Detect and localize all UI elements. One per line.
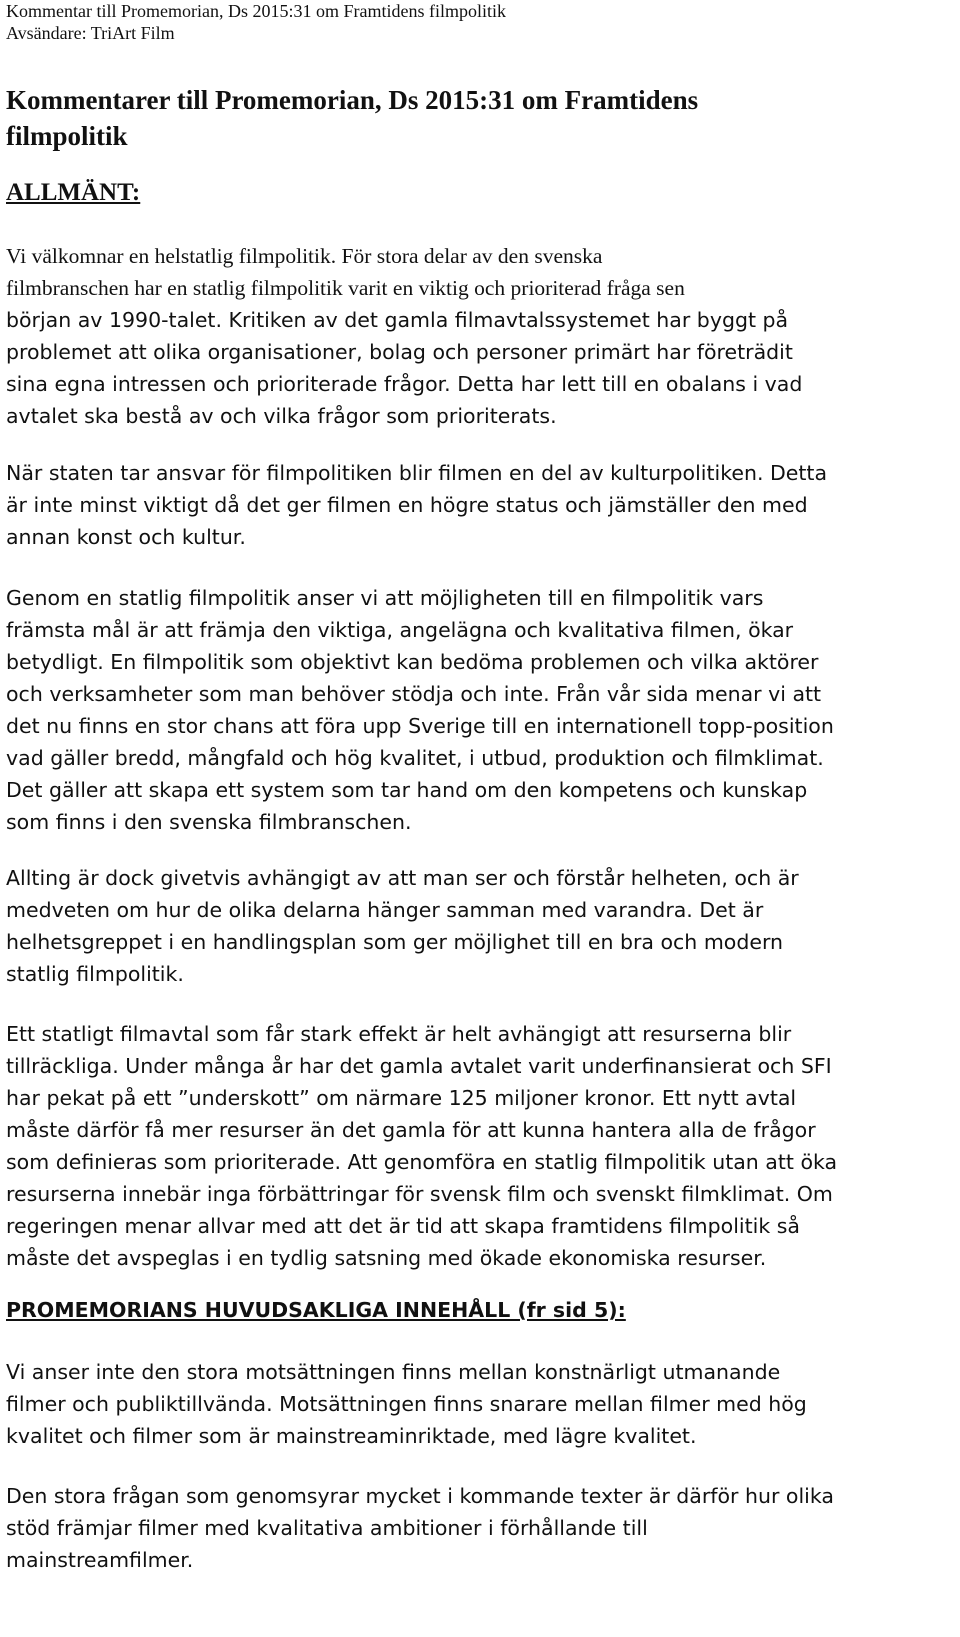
paragraph — [6, 1480, 946, 1576]
paragraph-line: främsta mål är att främja den viktiga, angelägna och kvalitativa filmen, ökar — [6, 618, 794, 642]
document-header-line: Kommentar till Promemorian, Ds 2015:31 om Framtidens filmpolitik — [6, 1, 506, 21]
paragraph-line: tillräckliga. Under många år har det gamla avtalet varit underfinansierat och SFI — [6, 1054, 832, 1078]
paragraph — [6, 1018, 946, 1274]
paragraph-line: Allting är dock givetvis avhängigt av att man ser och förstår helheten, och är — [6, 866, 799, 890]
section-heading-general: ALLMÄNT: — [6, 179, 141, 206]
paragraph-line: kvalitet och filmer som är mainstreaminriktade, med lägre kvalitet. — [6, 1424, 697, 1448]
paragraph-line: har pekat på ett ”underskott” om närmare 125 miljoner kronor. Ett nytt avtal — [6, 1086, 797, 1110]
paragraph-line: annan konst och kultur. — [6, 525, 246, 549]
document-title — [6, 82, 906, 154]
paragraph — [6, 862, 946, 990]
section-heading-main-content: PROMEMORIANS HUVUDSAKLIGA INNEHÅLL (fr sid 5): — [6, 1298, 626, 1322]
paragraph-line: Det gäller att skapa ett system som tar hand om den kompetens och kunskap — [6, 778, 808, 802]
paragraph-line: stöd främjar filmer med kvalitativa ambitioner i förhållande till — [6, 1516, 648, 1540]
paragraph-line: sina egna intressen och prioriterade frågor. Detta har lett till en obalans i vad — [6, 372, 803, 396]
paragraph-line: mainstreamfilmer. — [6, 1548, 194, 1572]
paragraph-line: statlig filmpolitik. — [6, 962, 184, 986]
title-line: filmpolitik — [6, 121, 128, 151]
paragraph — [6, 240, 946, 432]
paragraph-line: måste därför få mer resurser än det gamla för att kunna hantera alla de frågor — [6, 1118, 816, 1142]
paragraph-line: När staten tar ansvar för filmpolitiken blir filmen en del av kulturpolitiken. Detta — [6, 461, 828, 485]
title-line: Kommentarer till Promemorian, Ds 2015:31 om Framtidens — [6, 85, 699, 115]
paragraph-line: medveten om hur de olika delarna hänger samman med varandra. Det är — [6, 898, 764, 922]
paragraph-line: Vi anser inte den stora motsättningen finns mellan konstnärligt utmanande — [6, 1360, 781, 1384]
paragraph-line: resurserna innebär inga förbättringar för svensk film och svenskt filmklimat. Om — [6, 1182, 833, 1206]
paragraph-line: problemet att olika organisationer, bolag och personer primärt har företrädit — [6, 340, 793, 364]
paragraph-line: det nu finns en stor chans att föra upp Sverige till en internationell topp-position — [6, 714, 834, 738]
paragraph-line: och verksamheter som man behöver stödja och inte. Från vår sida menar vi att — [6, 682, 822, 706]
paragraph-line: vad gäller bredd, mångfald och hög kvalitet, i utbud, produktion och filmklimat. — [6, 746, 824, 770]
paragraph-line: Den stora frågan som genomsyrar mycket i kommande texter är därför hur olika — [6, 1484, 834, 1508]
paragraph — [6, 582, 946, 838]
paragraph-line: filmer och publiktillvända. Motsättningen finns snarare mellan filmer med hög — [6, 1392, 807, 1416]
paragraph-line: filmbranschen har en statlig filmpolitik varit en viktig och prioriterad fråga sen — [6, 276, 685, 300]
paragraph-line: helhetsgreppet i en handlingsplan som ger möjlighet till en bra och modern — [6, 930, 784, 954]
sender-line: Avsändare: TriArt Film — [6, 23, 175, 43]
paragraph-line: måste det avspeglas i en tydlig satsning med ökade ekonomiska resurser. — [6, 1246, 767, 1270]
paragraph-line: regeringen menar allvar med att det är tid att skapa framtidens filmpolitik så — [6, 1214, 800, 1238]
paragraph-line: som definieras som prioriterade. Att genomföra en statlig filmpolitik utan att öka — [6, 1150, 838, 1174]
paragraph-line: Ett statligt filmavtal som får stark effekt är helt avhängigt att resurserna blir — [6, 1022, 792, 1046]
paragraph-line: betydligt. En filmpolitik som objektivt kan bedöma problemen och vilka aktörer — [6, 650, 819, 674]
paragraph-line: Vi välkomnar en helstatlig filmpolitik. För stora delar av den svenska — [6, 244, 603, 268]
paragraph-line: början av 1990-talet. Kritiken av det gamla filmavtalssystemet har byggt på — [6, 308, 789, 332]
paragraph-line: Genom en statlig filmpolitik anser vi att möjligheten till en filmpolitik vars — [6, 586, 764, 610]
paragraph-line: avtalet ska bestå av och vilka frågor som prioriterats. — [6, 404, 557, 428]
paragraph-line: är inte minst viktigt då det ger filmen en högre status och jämställer den med — [6, 493, 808, 517]
paragraph — [6, 457, 946, 553]
paragraph-line: som finns i den svenska filmbranschen. — [6, 810, 412, 834]
paragraph — [6, 1356, 946, 1452]
